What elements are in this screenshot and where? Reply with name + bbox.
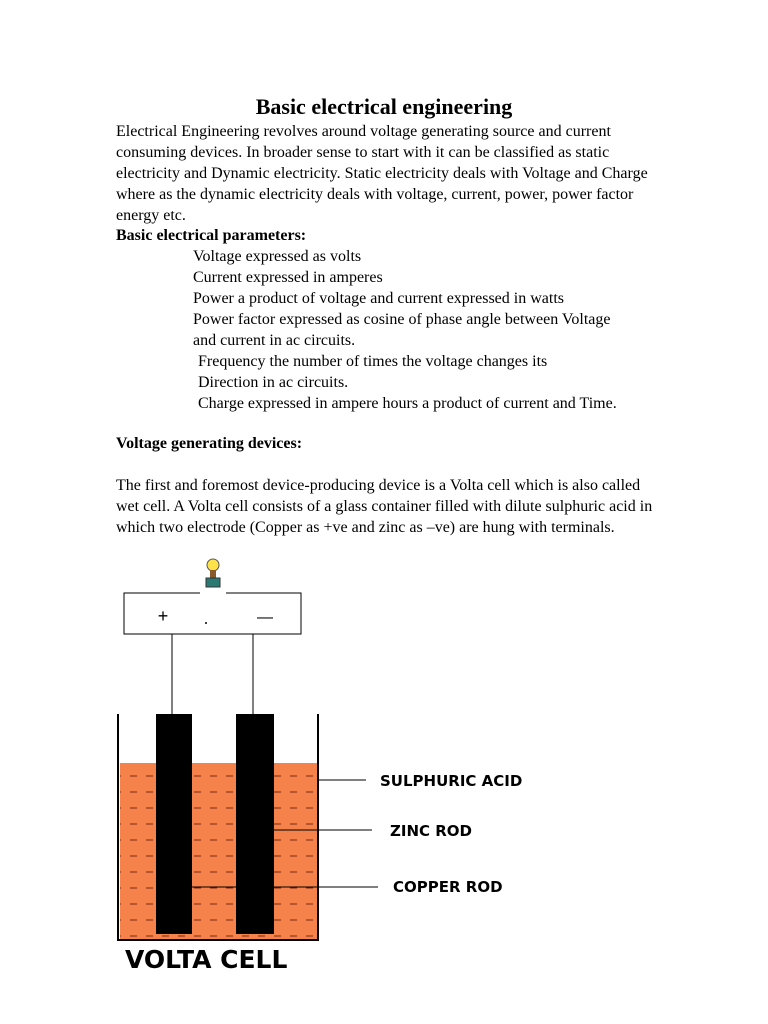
- list-item: Current expressed in amperes: [193, 269, 383, 286]
- list-item: Frequency the number of times the voltage changes its Direction in ac circuits.: [198, 353, 548, 391]
- copper-rod: [156, 714, 192, 934]
- terminal-box: [124, 593, 301, 634]
- diagram-caption: VOLTA CELL: [125, 945, 288, 974]
- volta-cell-diagram: [0, 550, 768, 980]
- label-sulphuric-acid: SULPHURIC ACID: [380, 772, 523, 790]
- intro-paragraph: Electrical Engineering revolves around voltage generating source and current consuming devices. In broader sense to start with it can be classified as static electricity and Dynamic electricity. Static electricity deals with Voltage and Charge where as the dynamic electricity deals with voltage, current, power, power factor energy etc.: [116, 123, 648, 224]
- plus-sign: +: [157, 606, 169, 626]
- parameters-list: [193, 246, 663, 414]
- document-title: Basic electrical engineering: [255, 94, 513, 119]
- label-copper-rod: COPPER ROD: [393, 878, 503, 896]
- devices-heading: Voltage generating devices:: [116, 435, 303, 452]
- list-item: Charge expressed in ampere hours a product of current and Time.: [198, 395, 617, 412]
- minus-sign: —: [257, 609, 273, 626]
- zinc-rod: [236, 714, 274, 934]
- list-item: Voltage expressed as volts: [193, 248, 362, 265]
- devices-paragraph: The first and foremost device-producing device is a Volta cell which is also called wet cell. A Volta cell consists of a glass container filled with dilute sulphuric acid in which two electrode (Copper as +ve and zinc as –ve) are hung with terminals.: [116, 477, 653, 536]
- label-zinc-rod: ZINC ROD: [390, 822, 472, 840]
- list-item: Power factor expressed as cosine of phase angle between Voltage and current in ac circuits.: [193, 311, 611, 349]
- list-item: Power a product of voltage and current expressed in watts: [193, 290, 564, 307]
- bulb-icon: [206, 559, 220, 587]
- parameters-heading: Basic electrical parameters:: [116, 227, 307, 244]
